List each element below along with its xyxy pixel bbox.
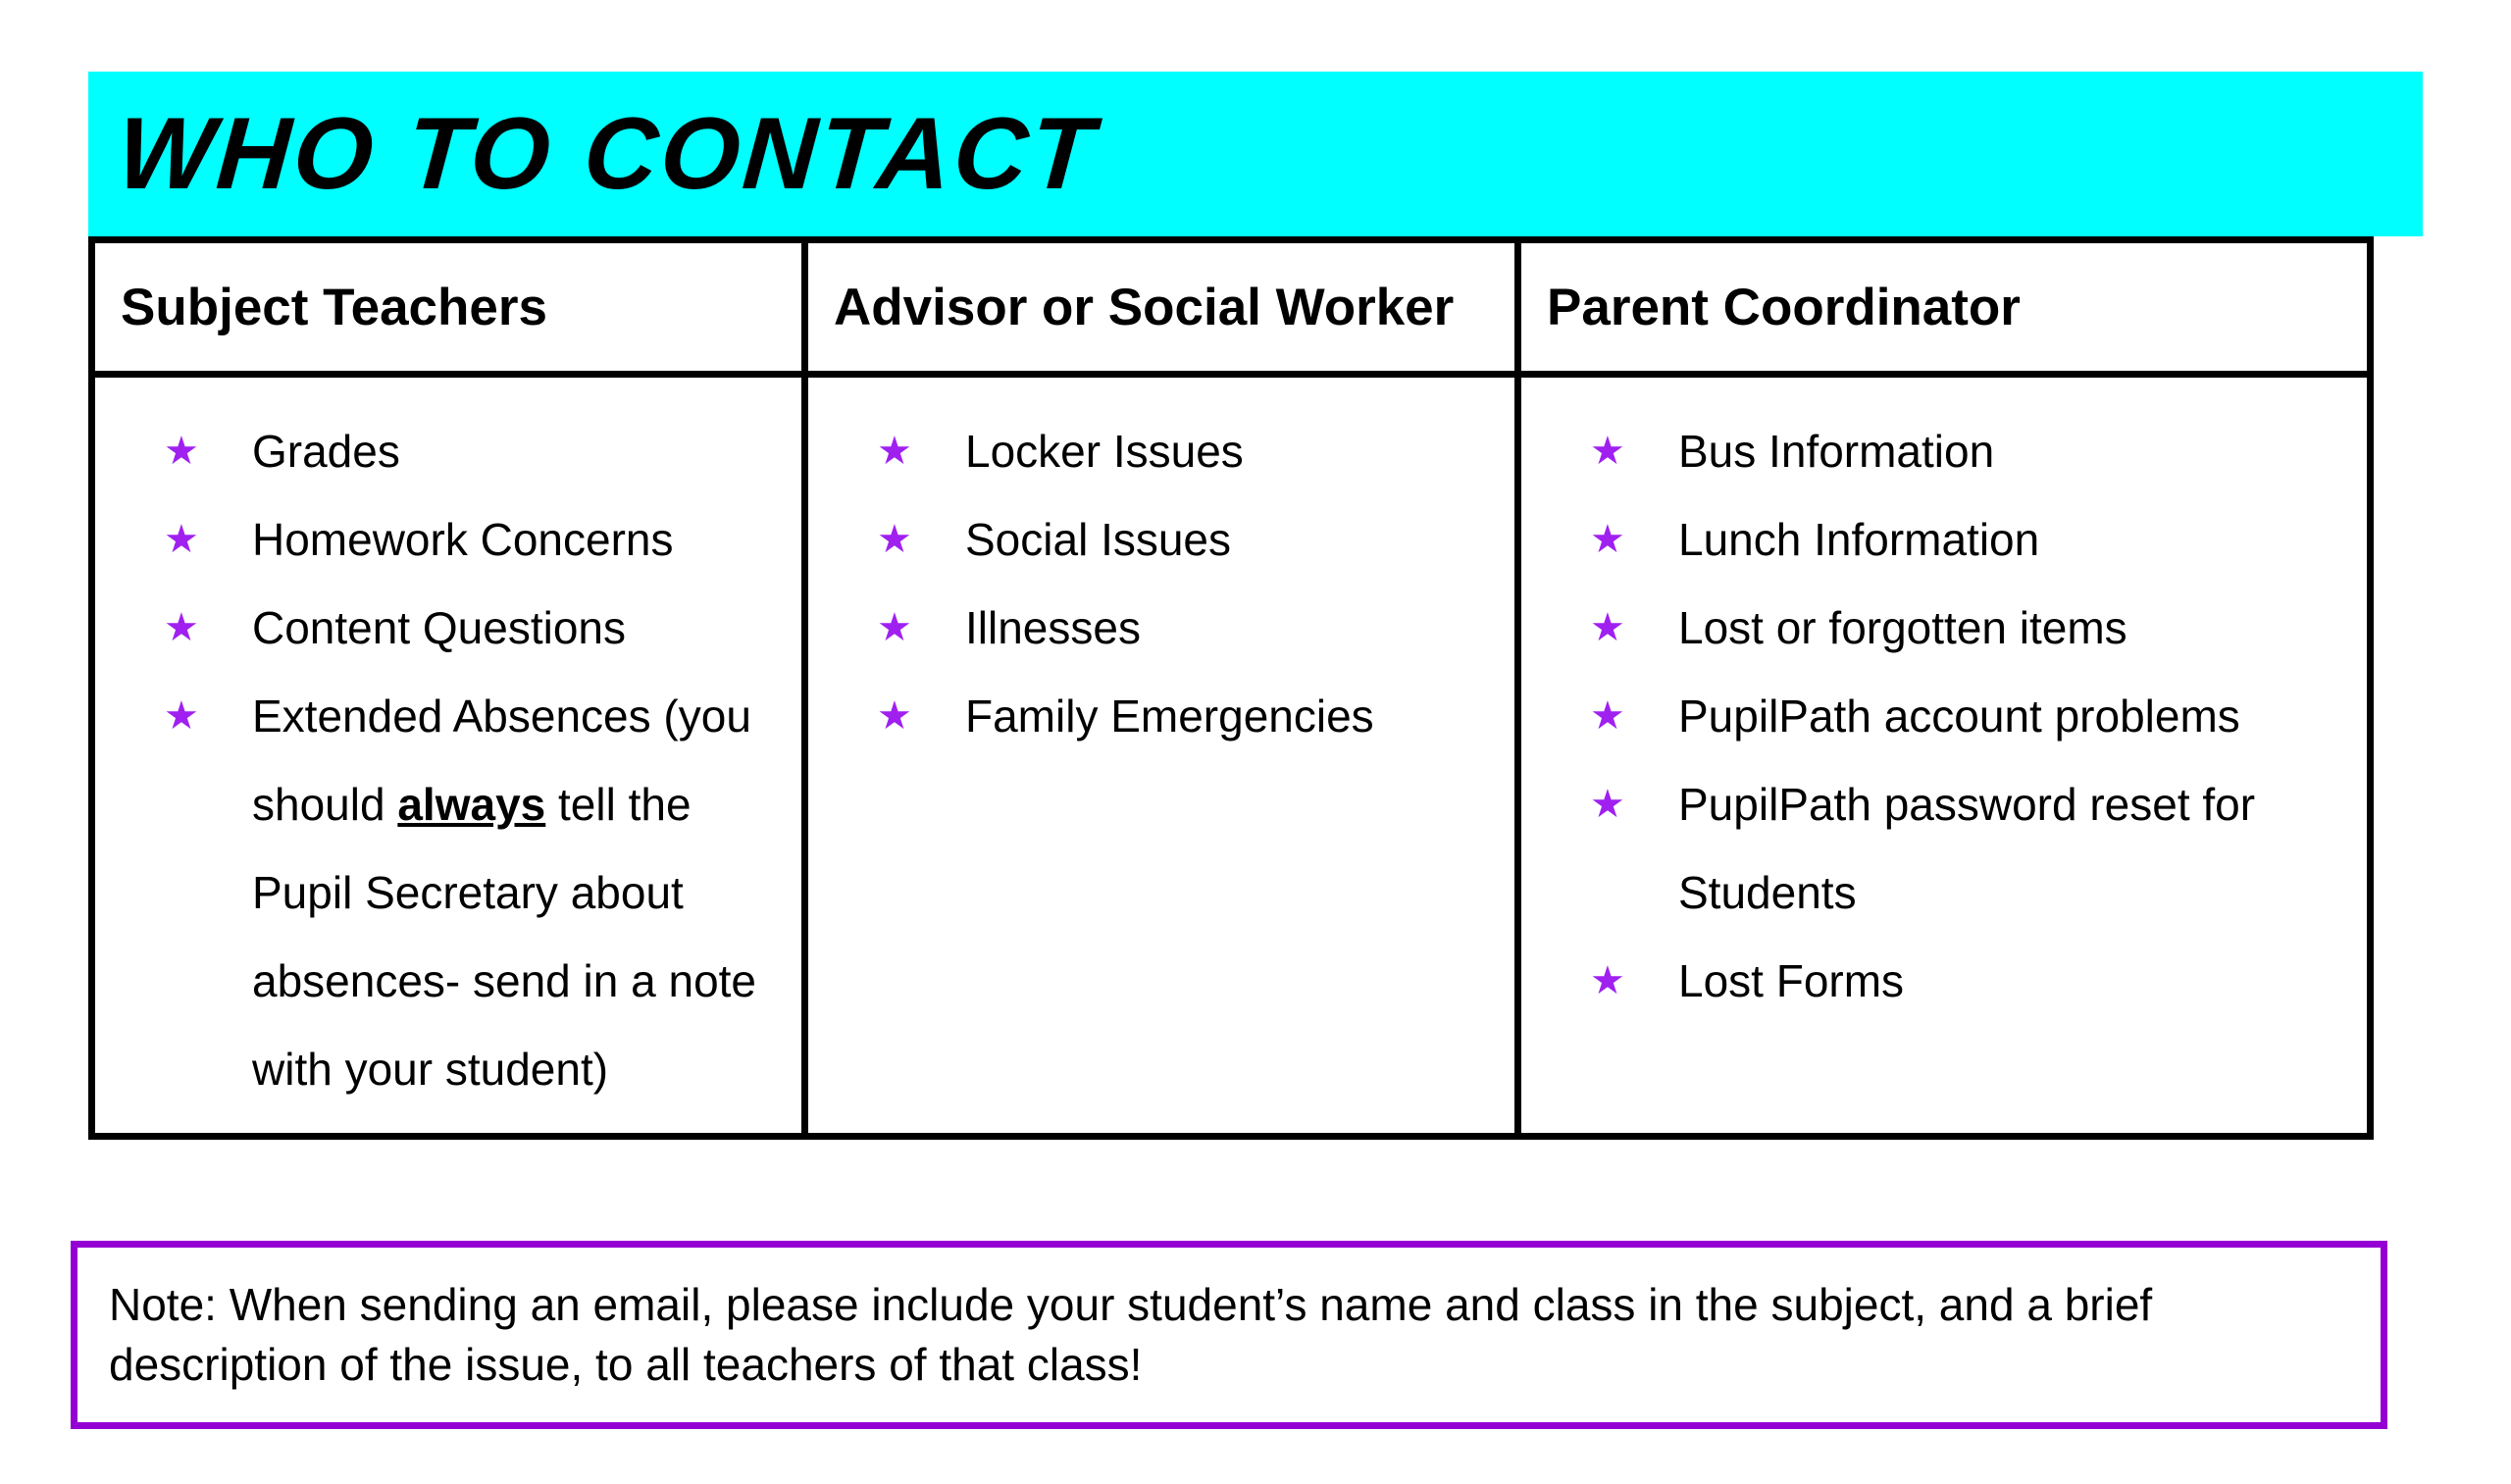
list-item xyxy=(877,672,1505,760)
list-item xyxy=(1590,584,2357,672)
list-item xyxy=(164,495,792,584)
list-item-text: Locker Issues xyxy=(965,426,1244,477)
text-segment: Extended Absences (you should xyxy=(252,691,751,830)
list-item-text: Family Emergencies xyxy=(965,691,1374,742)
star-icon: ★ xyxy=(1590,783,1625,826)
star-icon: ★ xyxy=(877,694,912,738)
list-item-text xyxy=(252,672,792,1113)
page-title: WHO TO CONTACT xyxy=(113,96,1101,211)
text-segment: tell the Pupil Secretary about absences- send in a note with your student) xyxy=(252,779,757,1095)
star-icon: ★ xyxy=(1590,959,1625,1002)
list-item-text: Lunch Information xyxy=(1678,514,2040,565)
star-icon: ★ xyxy=(1590,518,1625,561)
list-item-text: Social Issues xyxy=(965,514,1232,565)
advisor-social-worker-list xyxy=(808,407,1505,760)
column-header-advisor-social-worker: Advisor or Social Worker xyxy=(805,240,1518,375)
list-item-text: Content Questions xyxy=(252,602,627,653)
list-item xyxy=(164,407,792,495)
document-page xyxy=(0,72,2511,1484)
list-item xyxy=(877,407,1505,495)
contact-table xyxy=(88,236,2374,1140)
star-icon: ★ xyxy=(164,606,199,649)
list-item xyxy=(164,584,792,672)
star-icon: ★ xyxy=(1590,694,1625,738)
star-icon: ★ xyxy=(164,694,199,738)
star-icon: ★ xyxy=(877,518,912,561)
title-highlight-bar xyxy=(88,72,2423,236)
emphasized-text: always xyxy=(397,779,546,830)
column-header-subject-teachers: Subject Teachers xyxy=(92,240,805,375)
note-box xyxy=(71,1241,2387,1429)
star-icon: ★ xyxy=(877,430,912,473)
list-item xyxy=(1590,937,2357,1025)
list-item xyxy=(1590,495,2357,584)
column-advisor-social-worker xyxy=(805,375,1518,1137)
star-icon: ★ xyxy=(164,518,199,561)
star-icon: ★ xyxy=(164,430,199,473)
list-item-text: Bus Information xyxy=(1678,426,1995,477)
list-item-text: Grades xyxy=(252,426,400,477)
list-item xyxy=(164,672,792,1113)
column-subject-teachers xyxy=(92,375,805,1137)
star-icon: ★ xyxy=(877,606,912,649)
list-item xyxy=(1590,407,2357,495)
list-item xyxy=(877,584,1505,672)
table-header-row xyxy=(92,240,2371,375)
star-icon: ★ xyxy=(1590,606,1625,649)
star-icon: ★ xyxy=(1590,430,1625,473)
list-item-text: Homework Concerns xyxy=(252,514,674,565)
list-item xyxy=(1590,672,2357,760)
list-item-text: PupilPath password reset for Students xyxy=(1678,779,2256,918)
list-item-text: Illnesses xyxy=(965,602,1141,653)
column-header-parent-coordinator: Parent Coordinator xyxy=(1518,240,2371,375)
list-item-text: Lost or forgotten items xyxy=(1678,602,2127,653)
list-item xyxy=(877,495,1505,584)
table-body-row xyxy=(92,375,2371,1137)
list-item xyxy=(1590,760,2357,937)
note-text: Note: When sending an email, please include your student’s name and class in the subject, and a brief description of the issue, to all teachers of that class! xyxy=(109,1279,2153,1390)
list-item-text: PupilPath account problems xyxy=(1678,691,2240,742)
parent-coordinator-list xyxy=(1521,407,2357,1025)
subject-teachers-list xyxy=(95,407,792,1113)
list-item-text: Lost Forms xyxy=(1678,955,1905,1006)
column-parent-coordinator xyxy=(1518,375,2371,1137)
